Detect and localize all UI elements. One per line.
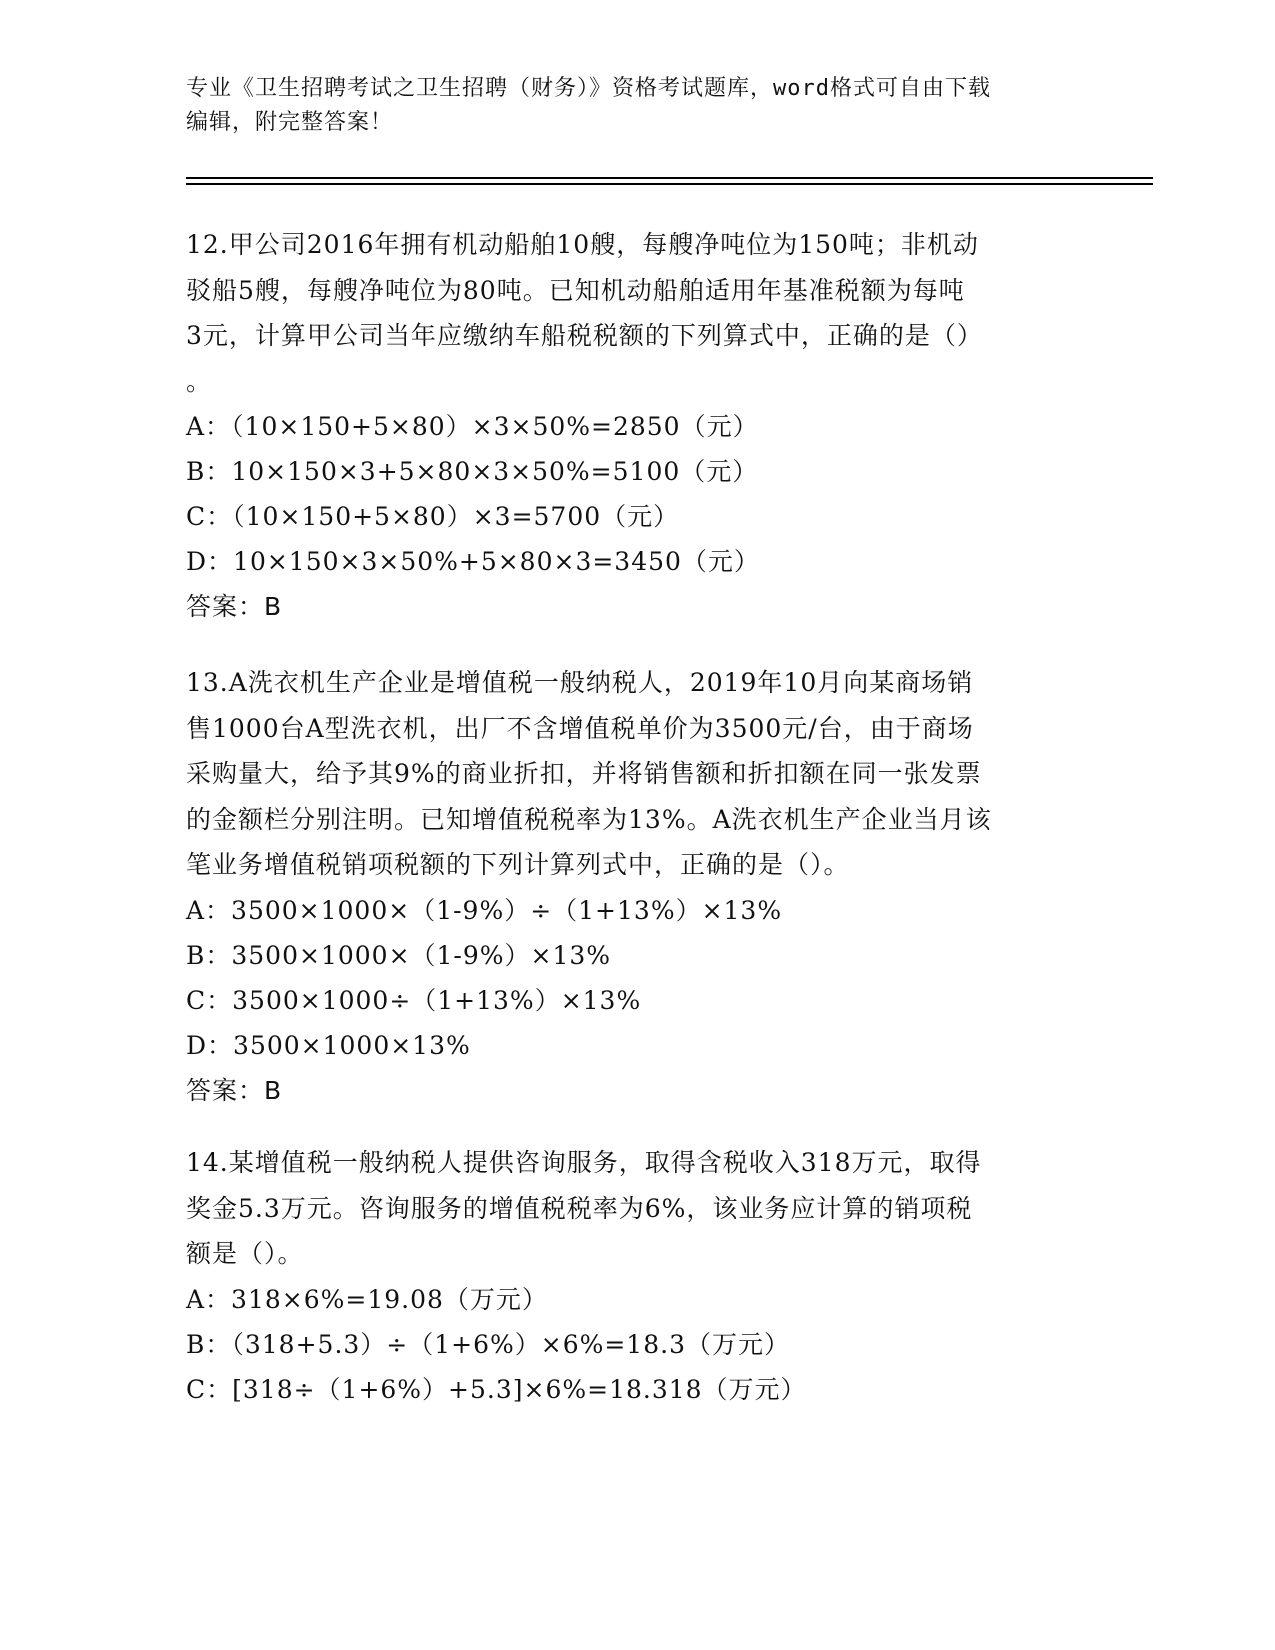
- question-13: [186, 660, 1086, 1113]
- question-12: [186, 222, 1086, 629]
- question-stem: [186, 660, 1086, 888]
- option-b: B：3500×1000×（1-9%）×13%: [186, 940, 612, 970]
- option-c: C：（10×150+5×80）×3=5700（元）: [186, 502, 680, 531]
- stem-line: 额是（）。: [186, 1239, 304, 1268]
- header-divider: [186, 183, 1153, 185]
- header-line: 专业《卫生招聘考试之卫生招聘（财务）》资格考试题库，word格式可自由下载: [186, 76, 991, 101]
- header-divider: [186, 177, 1153, 179]
- stem-line: 奖金5.3万元。咨询服务的增值税税率为6%，该业务应计算的销项税: [186, 1193, 973, 1223]
- option-c: C：3500×1000÷（1+13%）×13%: [186, 985, 642, 1015]
- question-stem: [186, 222, 1086, 404]
- stem-line: 的金额栏分别注明。已知增值税税率为13%。A洗衣机生产企业当月该: [186, 804, 992, 834]
- stem-line: 。: [186, 366, 213, 396]
- answer: 答案：B: [186, 592, 283, 621]
- stem-line: 售1000台A型洗衣机，出厂不含增值税单价为3500元/台，由于商场: [186, 713, 974, 743]
- option-b: B：10×150×3+5×80×3×50%=5100（元）: [186, 457, 759, 486]
- stem-line: 采购量大，给予其9%的商业折扣，并将销售额和折扣额在同一张发票: [186, 759, 982, 788]
- option-a: A：3500×1000×（1-9%）÷（1+13%）×13%: [186, 895, 783, 925]
- stem-line: 14.某增值税一般纳税人提供咨询服务，取得含税收入318万元，取得: [186, 1148, 982, 1177]
- stem-line: 12.甲公司2016年拥有机动船舶10艘，每艘净吨位为150吨；非机动: [186, 230, 979, 259]
- option-a: A：（10×150+5×80）×3×50%=2850（元）: [186, 412, 759, 441]
- answer: 答案：B: [186, 1075, 283, 1105]
- header-line: 编辑，附完整答案！: [186, 110, 394, 135]
- stem-line: 3元，计算甲公司当年应缴纳车船税税额的下列算式中，正确的是（）: [186, 321, 983, 350]
- stem-line: 驳船5艘，每艘净吨位为80吨。已知机动船舶适用年基准税额为每吨: [186, 275, 965, 305]
- question-stem: [186, 1140, 1086, 1277]
- option-b: B：（318+5.3）÷（1+6%）×6%=18.3（万元）: [186, 1329, 790, 1359]
- option-c: C：[318÷（1+6%）+5.3]×6%=18.318（万元）: [186, 1374, 807, 1404]
- option-d: D：10×150×3×50%+5×80×3=3450（元）: [186, 547, 760, 576]
- option-d: D：3500×1000×13%: [186, 1030, 471, 1060]
- stem-line: 笔业务增值税销项税额的下列计算列式中，正确的是（）。: [186, 850, 850, 879]
- stem-line: 13.A洗衣机生产企业是增值税一般纳税人，2019年10月向某商场销: [186, 668, 974, 697]
- option-a: A：318×6%=19.08（万元）: [186, 1284, 548, 1314]
- document-header: [186, 72, 1086, 140]
- question-14: [186, 1140, 1086, 1412]
